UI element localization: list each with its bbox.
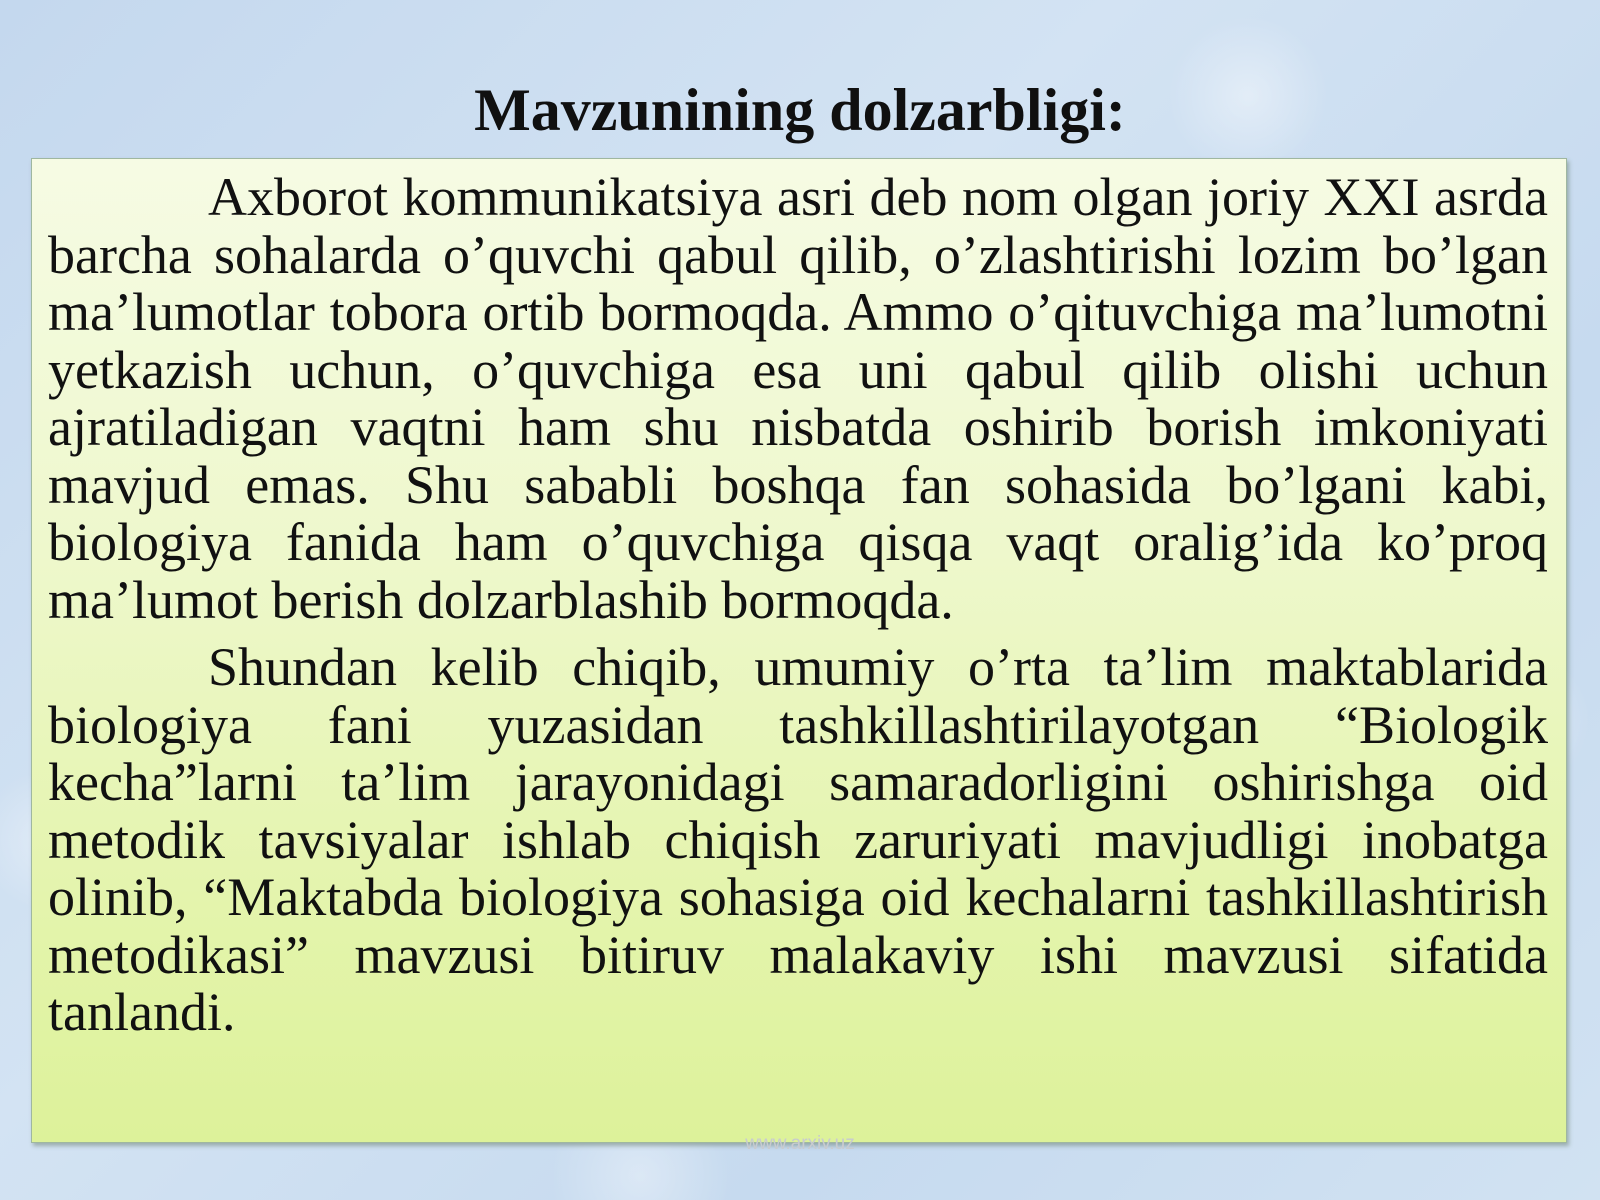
- slide-title: Mavzunining dolzarbligi:: [474, 77, 1126, 143]
- paragraph-topic-selection: Shundan kelib chiqib, umumiy o’rta ta’lim maktablarida biologiya fani yuzasidan tashkillashtirilayotgan “Biologik kecha”larni ta’lim jarayonidagi samaradorligini oshirishga oid metodik tavsiyalar ishlab chiqish zaruriyati mavjudligi inobatga olinib, “Maktabda biologiya sohasiga oid kechalarni tashkillashtirish metodikasi” mavzusi bitiruv malakaviy ishi mavzusi sifatida tanlandi.: [48, 637, 1548, 1042]
- paragraph-relevance: Axborot kommunikatsiya asri deb nom olgan joriy XXI asrda barcha sohalarda o’quvchi qabul qilib, o’zlashtirishi lozim bo’lgan ma’lumotlar tobora ortib bormoqda. Ammo o’qituvchiga ma’lumotni yetkazish uchun, o’quvchiga esa uni qabul qilib olishi uchun ajratiladigan vaqtni ham shu nisbatda oshirib borish imkoniyati mavjud emas. Shu sababli boshqa fan sohasida bo’lgani kabi, biologiya fanida ham o’quvchiga qisqa vaqt oralig’ida ko’proq ma’lumot berish dolzarblashib bormoqda.: [48, 167, 1548, 630]
- content-text-box: [31, 158, 1567, 1143]
- watermark: www.arxiv.uz: [745, 1133, 855, 1154]
